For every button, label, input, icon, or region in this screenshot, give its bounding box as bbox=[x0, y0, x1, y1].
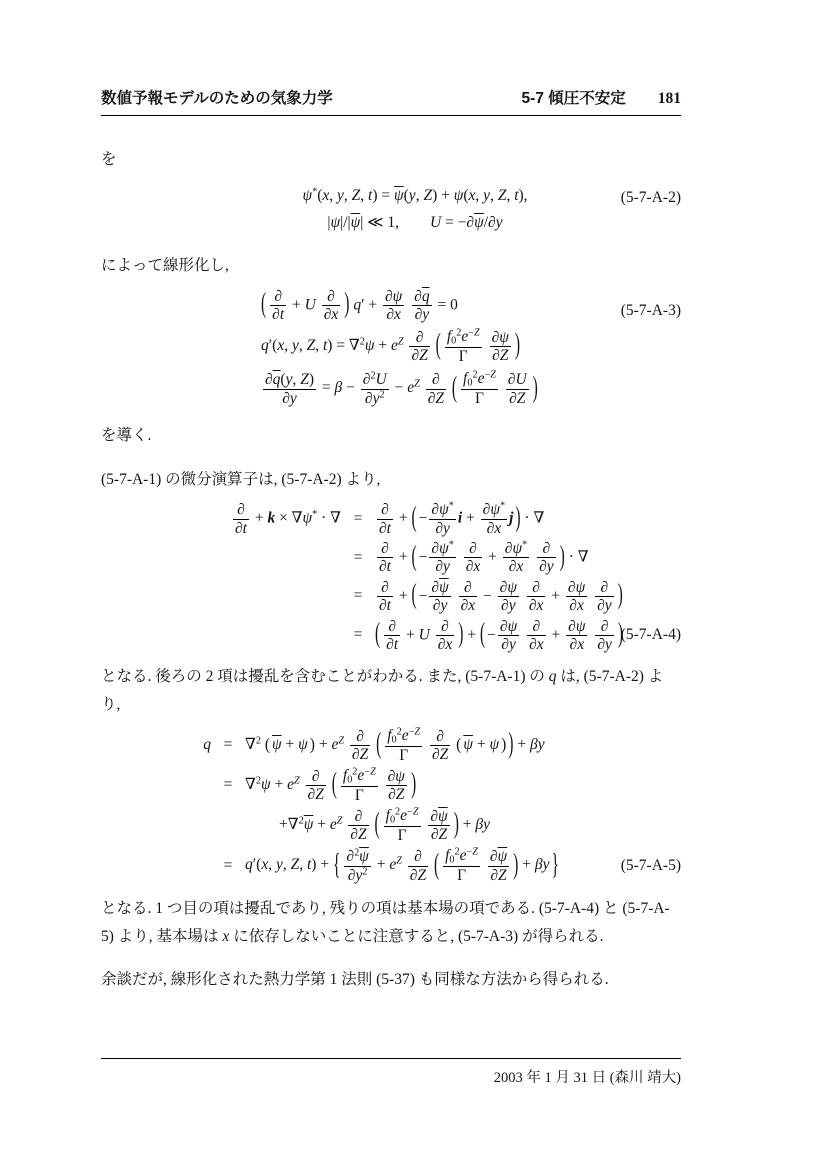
paragraph-after-a5: となる. 1 つ目の項は擾乱であり, 残りの項は基本場の項である. (5-7-A-4) と (5-7-A-5) より, 基本場は x に依存しないことに注意すると, (5-7-A-3) が得られる. bbox=[101, 899, 670, 945]
equation-number: (5-7-A-4) bbox=[620, 626, 681, 644]
equation-number: (5-7-A-2) bbox=[620, 188, 681, 206]
equation-rhs: ( $\frac{\partial}{\partial t}$ + U $\frac{\partial}{\partial x}$ ) + ( − $\frac{\partial\psi}{\partial y}$ $\frac{\partial}{\partial x}$ + $\frac{\partial\psi}{\partial x}$ $\frac{\partial}{\partial y}$ ) bbox=[375, 617, 624, 653]
equation-row bbox=[101, 618, 681, 654]
footer-date: 2003 年 1 月 31 日 (森川 靖大) bbox=[493, 1070, 681, 1086]
equation-rhs: $\frac{\partial}{\partial t}$ + ( − $\frac{\partial\psi^*}{\partial y}$ $\frac{\partial}{\partial x}$ + $\frac{\partial\psi^*}{\partial x}$ $\frac{\partial}{\partial y}$ ) · ∇ bbox=[379, 539, 589, 576]
equation-line: q′(x, y, Z, $t) = \nabla^2\psi + e^Z$ $\frac{\partial}{\partial Z}$ ( $\frac{f_0^2e^{-Z}}{\Gamma}$ $\frac{\partial\psi}{\partial Z}$ ) bbox=[261, 327, 521, 366]
equation-row bbox=[101, 727, 681, 764]
equation-relation: = bbox=[353, 587, 363, 605]
equation-relation: = bbox=[353, 625, 363, 643]
paragraph-linearize: によって線形化し, bbox=[101, 256, 229, 274]
equation-5-7-A-5 bbox=[101, 727, 681, 885]
equation-rhs: q′(x, y, Z, t) + { $\frac{\partial^2\overline{\psi}}{\partial y^2}$ + $e^Z$ $\frac{\partial}{\partial Z}$ ( $\frac{f_0^2e^{-Z}}{\Gamma}$ $\frac{\partial\overline{\psi}}{\partial Z}$ ) + βy } bbox=[245, 846, 559, 885]
page-number: 181 bbox=[657, 90, 681, 107]
equation-line: $\frac{\partial\overline{q}(y, Z)}{\partial y}$ = β − $\frac{\partial^2U}{\partial y^2}$ − $e^Z$ $\frac{\partial}{\partial Z}$ ( $\frac{f_0^2e^{-Z}}{\Gamma}$ $\frac{\partial U}{\partial Z}$ ) bbox=[265, 369, 538, 408]
paragraph-after-a4: となる. 後ろの 2 項は擾乱を含むことがわかる. また, (5-7-A-1) の q は, (5-7-A-2) より, bbox=[101, 668, 664, 714]
equation-number: (5-7-A-3) bbox=[620, 301, 681, 319]
equation-rhs: $\frac{\partial}{\partial t}$ + ( − $\frac{\partial\overline{\psi}}{\partial y}$ $\frac{\partial}{\partial x}$ − $\frac{\partial\psi}{\partial y}$ $\frac{\partial}{\partial x}$ + $\frac{\partial\psi}{\partial x}$ $\frac{\partial}{\partial y}$ ) bbox=[379, 578, 623, 615]
book-title: 数値予報モデルのための気象力学 bbox=[101, 90, 333, 107]
equation-rhs: $\nabla^2\psi + e^Z$ $\frac{\partial}{\partial Z}$ ( $\frac{f_0^2e^{-Z}}{\Gamma}$ $\frac{\partial\psi}{\partial Z}$ ) bbox=[245, 766, 417, 804]
equation-5-7-A-4 bbox=[101, 501, 681, 653]
section-title: 5-7 傾圧不安定 bbox=[521, 90, 626, 107]
page-header bbox=[101, 86, 681, 116]
page-footer bbox=[101, 1058, 681, 1087]
equation-row bbox=[101, 579, 681, 615]
page-content bbox=[101, 0, 681, 994]
equation-5-7-A-2 bbox=[101, 186, 681, 234]
equation-number: (5-7-A-5) bbox=[620, 857, 681, 875]
equation-lhs: q bbox=[203, 736, 211, 754]
equation-relation: = bbox=[223, 776, 233, 794]
paragraph-derive: を導く. bbox=[101, 426, 152, 444]
equation-relation: = bbox=[223, 736, 233, 754]
equation-row bbox=[101, 807, 681, 844]
equation-5-7-A-3 bbox=[101, 288, 681, 408]
paragraph-aside: 余談だが, 線形化された熱力学第 1 法則 (5-37) も同様な方法から得られる. bbox=[101, 971, 609, 989]
equation-relation: = bbox=[353, 548, 363, 566]
equation-relation: = bbox=[353, 509, 363, 527]
paragraph-operator: (5-7-A-1) の微分演算子は, (5-7-A-2) より, bbox=[101, 470, 381, 488]
equation-row bbox=[101, 847, 681, 884]
equation-line: ψ*(x, y, Z, $t) = \overline{\psi}(y$, Z) + ψ(x, y, Z, t), bbox=[302, 186, 528, 204]
equation-row bbox=[101, 767, 681, 804]
header-right bbox=[522, 86, 681, 108]
equation-row bbox=[101, 501, 681, 537]
equation-line: ( $\frac{\partial}{\partial t}$ + U $\frac{\partial}{\partial x}$ ) q′ + $\frac{\partial\psi}{\partial x}$ $\frac{\partial\overline{q}}{\partial y}$ = 0 bbox=[261, 287, 458, 323]
equation-rhs-continuation: $+\nabla^2\overline{\psi} + e^Z$ $\frac{\partial}{\partial Z}$ ( $\frac{f_0^2e^{-Z}}{\Gamma}$ $\frac{\partial\overline{\psi}}{\partial Z}$ ) + βy bbox=[279, 806, 490, 845]
paragraph-intro: を bbox=[101, 151, 117, 168]
equation-relation: = bbox=[223, 856, 233, 874]
equation-line: $|\psi|/|\overline{\psi}|$ ≪ 1, $U = -\partial\overline{\psi}/\partial y$ bbox=[327, 213, 503, 231]
equation-lhs: $\frac{\partial}{\partial t}$ + k × ∇ψ* · ∇ bbox=[234, 501, 341, 537]
equation-rhs: ∇$^2$ ( $\overline{\psi} + \psi$ ) + $e^Z$ $\frac{\partial}{\partial Z}$ ( $\frac{f_0^2e^{-Z}}{\Gamma}$ $\frac{\partial}{\partial Z}$ ( $\overline{\psi} + \psi$ ) ) + βy bbox=[245, 726, 545, 764]
equation-rhs: $\frac{\partial}{\partial t}$ + ( − $\frac{\partial\psi^*}{\partial y}$ i + $\frac{\partial\psi^*}{\partial x}$ j ) · ∇ bbox=[379, 500, 545, 537]
equation-row bbox=[101, 540, 681, 576]
